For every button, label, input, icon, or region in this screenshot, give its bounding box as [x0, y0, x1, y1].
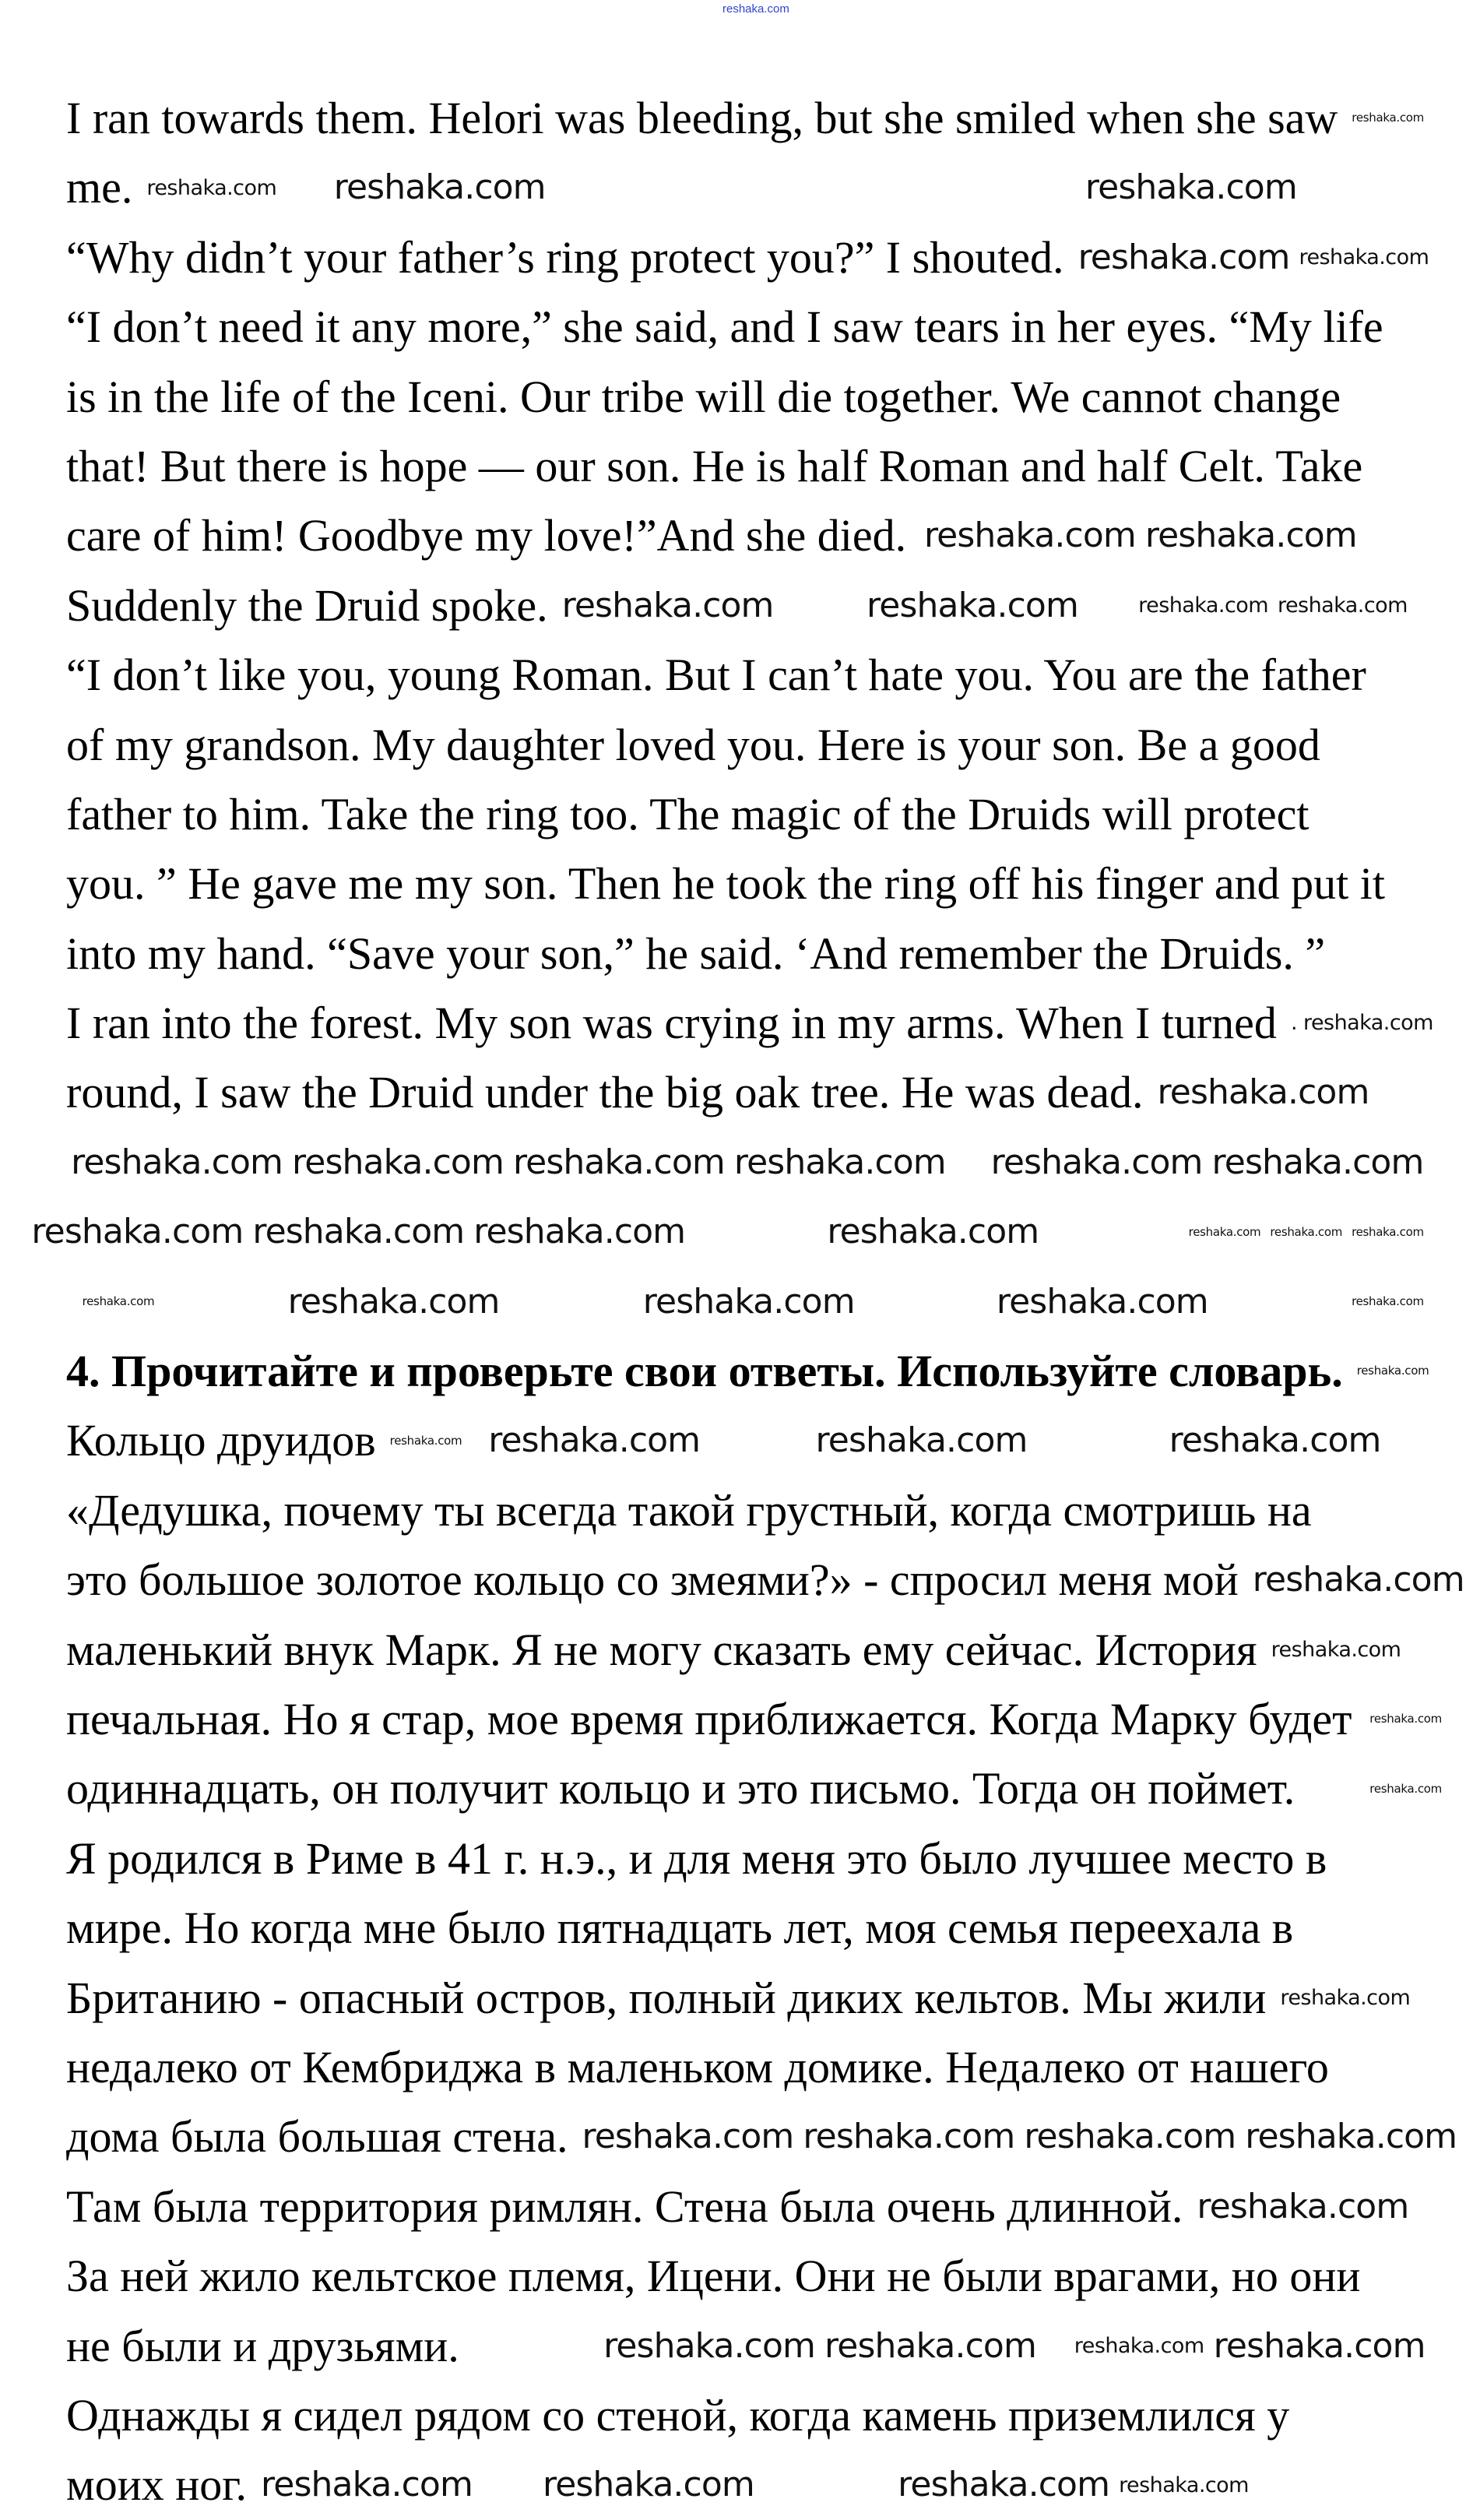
watermark: reshaka.com: [1352, 111, 1424, 125]
watermark: reshaka.com: [261, 2465, 473, 2505]
watermark: reshaka.com: [1197, 2186, 1409, 2226]
watermark: reshaka.com: [488, 1420, 701, 1461]
watermark: reshaka.com: [996, 1281, 1208, 1322]
text-line: you. ” He gave me my son. Then he took the ring off his finger and put it: [66, 858, 1386, 910]
watermark: reshaka.com: [1299, 245, 1429, 269]
text-line: это большое золотое кольцо со змеями?» - спросил меня мой: [66, 1554, 1239, 1606]
text-line: За ней жило кельтское племя, Ицени. Они не были врагами, но они: [66, 2251, 1361, 2302]
watermark: reshaka.com: [1138, 593, 1269, 618]
text-line: одиннадцать, он получит кольцо и это письмо. Тогда он поймет.: [66, 1763, 1295, 1814]
watermark: reshaka.com: [389, 1433, 462, 1448]
text-line: печальная. Но я стар, мое время приближается. Когда Марку будет: [66, 1693, 1352, 1744]
watermark: reshaka.com: [1074, 2334, 1204, 2358]
text-line: моих ног.: [66, 2459, 248, 2511]
text-line: I ran towards them. Helori was bleeding, but she smiled when she saw: [66, 93, 1338, 143]
text-line: “I don’t need it any more,” she said, and I saw tears in her eyes. “My life: [66, 301, 1383, 353]
watermark: reshaka.com: [1252, 1560, 1464, 1600]
watermark: reshaka.com: [1352, 1224, 1424, 1239]
text-line: father to him. Take the ring too. The magic of the Druids will protect: [66, 788, 1310, 839]
text-line: Я родился в Риме в 41 г. н.э., и для меня это было лучшее место в: [66, 1832, 1327, 1884]
text-line: Там была территория римлян. Стена была очень длинной.: [66, 2180, 1183, 2232]
watermark-top: reshaka.com: [722, 2, 789, 16]
text-line: of my grandson. My daughter loved you. Here is your son. Be a good: [66, 719, 1320, 770]
watermark: reshaka.com: [1085, 167, 1297, 208]
watermark: reshaka.com: [1077, 237, 1290, 277]
watermark: reshaka.com: [71, 1142, 283, 1182]
watermark: reshaka.com: [827, 1212, 1039, 1252]
text-line: Кольцо друидов: [66, 1415, 376, 1466]
text-line: недалеко от Кембриджа в маленьком домике. Недалеко от нашего: [66, 2041, 1329, 2092]
watermark: reshaka.com: [990, 1142, 1203, 1182]
watermark: . reshaka.com: [1290, 1011, 1433, 1036]
watermark: reshaka.com: [1211, 1142, 1424, 1182]
text-line: into my hand. “Save your son,” he said. ‘And remember the Druids. ”: [66, 927, 1326, 979]
watermark: reshaka.com: [146, 175, 277, 200]
watermark: reshaka.com: [603, 2325, 816, 2366]
watermark: reshaka.com: [542, 2465, 754, 2505]
text-line: that! But there is hope — our son. He is half Roman and half Celt. Take: [66, 440, 1363, 491]
text-line: “I don’t like you, young Roman. But I can’t hate you. You are the father: [66, 649, 1366, 701]
watermark: reshaka.com: [473, 1212, 686, 1252]
watermark: reshaka.com: [803, 2117, 1015, 2157]
watermark: reshaka.com: [1352, 1294, 1424, 1308]
watermark: reshaka.com: [561, 585, 774, 625]
text-line: маленький внук Марк. Я не могу сказать ему сейчас. История: [66, 1624, 1257, 1675]
watermark: reshaka.com: [582, 2117, 794, 2157]
text-line: не были и друзьями.: [66, 2320, 459, 2371]
text-line: Британию - опасный остров, полный диких кельтов. Мы жили: [66, 1972, 1267, 2023]
watermark: reshaka.com: [867, 585, 1078, 625]
text-line: round, I saw the Druid under the big oak tree. He was dead.: [66, 1067, 1144, 1118]
text-line: «Дедушка, почему ты всегда такой грустный, когда смотришь на: [66, 1484, 1312, 1536]
watermark: reshaka.com: [1369, 1712, 1442, 1726]
text-line: дома была большая стена.: [66, 2111, 568, 2163]
watermark: reshaka.com: [1245, 2117, 1457, 2157]
watermark: reshaka.com: [287, 1281, 500, 1322]
watermark: reshaka.com: [923, 516, 1136, 556]
watermark: reshaka.com: [1144, 516, 1357, 556]
watermark: reshaka.com: [252, 1212, 465, 1252]
watermark: reshaka.com: [733, 1142, 946, 1182]
watermark: reshaka.com: [31, 1212, 244, 1252]
watermark: reshaka.com: [1356, 1364, 1429, 1378]
text-line: мире. Но когда мне было пятнадцать лет, моя семья переехала в: [66, 1902, 1294, 1954]
watermark: reshaka.com: [1270, 1224, 1343, 1239]
task-heading: 4. Прочитайте и проверьте свои ответы. Используйте словарь.: [66, 1346, 1343, 1397]
watermark: reshaka.com: [292, 1142, 504, 1182]
text-line: Однажды я сидел рядом со стеной, когда камень приземлился у: [66, 2389, 1290, 2441]
watermark: reshaka.com: [1024, 2117, 1236, 2157]
watermark: reshaka.com: [1369, 1781, 1442, 1796]
text-line: Suddenly the Druid spoke.: [66, 579, 548, 631]
watermark: reshaka.com: [1169, 1420, 1381, 1461]
watermark: reshaka.com: [898, 2465, 1110, 2505]
watermark: reshaka.com: [642, 1281, 855, 1322]
text-line: I ran into the forest. My son was crying in my arms. When I turned: [66, 998, 1277, 1049]
text-line: is in the life of the Iceni. Our tribe will die together. We cannot change: [66, 371, 1341, 422]
watermark: reshaka.com: [1119, 2472, 1249, 2497]
text-line: “Why didn’t your father’s ring protect you?” I shouted.: [66, 231, 1064, 283]
watermark: reshaka.com: [1157, 1072, 1369, 1113]
watermark: reshaka.com: [1271, 1638, 1401, 1662]
watermark: reshaka.com: [1213, 2325, 1426, 2366]
watermark: reshaka.com: [1188, 1224, 1261, 1239]
text-line: me.: [66, 162, 133, 213]
watermark: reshaka.com: [82, 1294, 155, 1308]
watermark: reshaka.com: [1280, 1986, 1411, 2010]
watermark: reshaka.com: [512, 1142, 725, 1182]
watermark: reshaka.com: [824, 2325, 1036, 2366]
watermark: reshaka.com: [815, 1420, 1028, 1461]
watermark: reshaka.com: [333, 167, 546, 208]
text-line: care of him! Goodbye my love!”And she died.: [66, 510, 907, 561]
watermark: reshaka.com: [1278, 593, 1408, 618]
